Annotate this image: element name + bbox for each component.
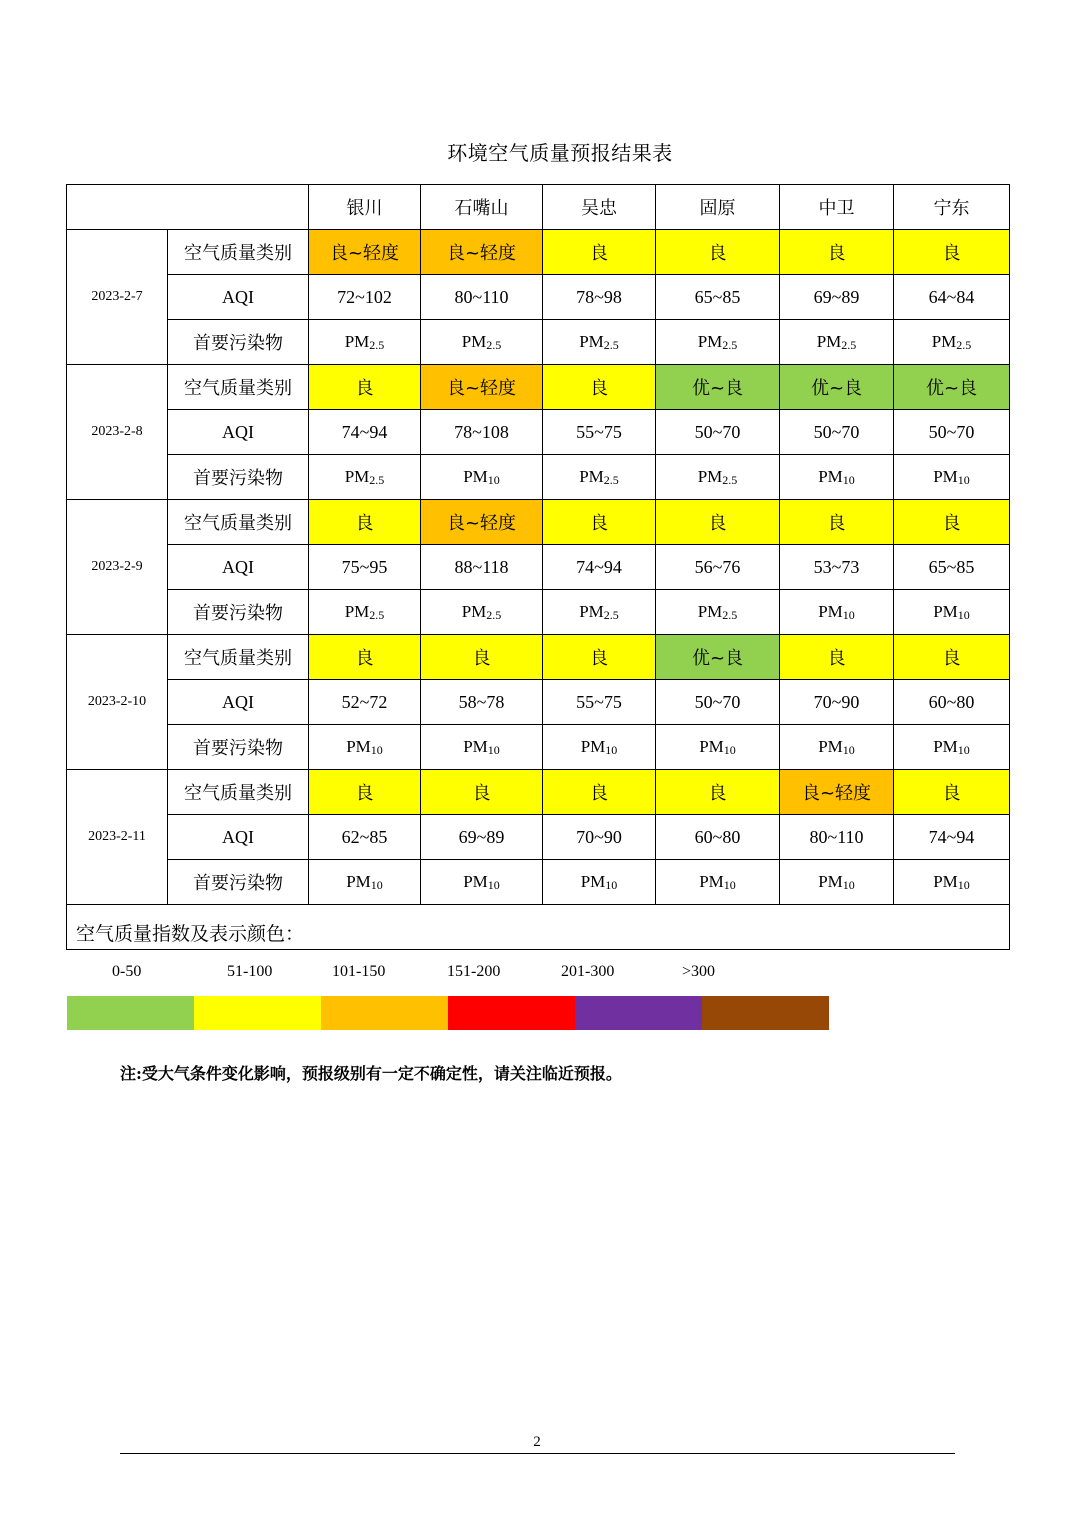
aqi-cell: 70~90 (780, 680, 894, 725)
category-cell: 良 (656, 770, 780, 815)
pollutant-name: PM (818, 736, 843, 756)
category-cell: 良 (309, 365, 421, 410)
pollutant-cell (780, 860, 894, 905)
pollutant-subscript: 2.5 (486, 607, 502, 622)
pollutant-cell (543, 455, 656, 500)
pollutant-name: PM (933, 466, 958, 486)
aqi-cell: 69~89 (421, 815, 543, 860)
pollutant-name: PM (344, 331, 370, 351)
pollutant-subscript: 10 (487, 877, 500, 892)
date-cell: 2023-2-11 (67, 770, 168, 905)
pollutant-name: PM (461, 331, 487, 351)
category-cell: 良~轻度 (421, 365, 543, 410)
aqi-cell: 50~70 (656, 680, 780, 725)
page-number: 2 (533, 1434, 541, 1450)
legend-color-swatch (194, 996, 321, 1030)
pollutant-cell (894, 860, 1010, 905)
pollutant-row (67, 725, 1010, 770)
category-cell: 优~良 (780, 365, 894, 410)
pollutant-cell (309, 725, 421, 770)
row-label-aqi: AQI (168, 815, 309, 860)
legend-color-swatch (702, 996, 829, 1030)
aqi-cell: 60~80 (656, 815, 780, 860)
pollutant-row (67, 590, 1010, 635)
category-row (67, 770, 1010, 815)
pollutant-subscript: 10 (957, 742, 970, 757)
pollutant-cell (421, 860, 543, 905)
legend-color-swatch (321, 996, 448, 1030)
pollutant-subscript: 2.5 (369, 472, 385, 487)
pollutant-subscript: 10 (487, 742, 500, 757)
legend-row (67, 905, 1010, 950)
category-cell: 良 (309, 635, 421, 680)
pollutant-cell (780, 590, 894, 635)
row-label-aqi: AQI (168, 680, 309, 725)
pollutant-row (67, 860, 1010, 905)
pollutant-cell (421, 590, 543, 635)
pollutant-cell (309, 860, 421, 905)
pollutant-cell (780, 725, 894, 770)
pollutant-name: PM (697, 331, 723, 351)
aqi-cell: 80~110 (421, 275, 543, 320)
category-cell: 良 (894, 770, 1010, 815)
legend-cell (67, 905, 1010, 980)
header-row (67, 185, 1010, 230)
pollutant-subscript: 10 (842, 742, 855, 757)
aqi-row (67, 545, 1010, 590)
aqi-cell: 64~84 (894, 275, 1010, 320)
pollutant-cell (543, 725, 656, 770)
pollutant-subscript: 2.5 (369, 337, 385, 352)
aqi-cell: 55~75 (543, 680, 656, 725)
row-label-aqi: AQI (168, 545, 309, 590)
category-cell: 良 (780, 635, 894, 680)
pollutant-subscript: 10 (605, 742, 618, 757)
category-cell: 良 (894, 500, 1010, 545)
city-header: 吴忠 (543, 185, 656, 230)
legend-color-swatch (448, 996, 575, 1030)
pollutant-cell (543, 860, 656, 905)
pollutant-name: PM (580, 736, 606, 756)
pollutant-cell (656, 455, 780, 500)
aqi-cell: 78~98 (543, 275, 656, 320)
pollutant-name: PM (461, 601, 487, 621)
pollutant-cell (656, 590, 780, 635)
pollutant-name: PM (346, 736, 371, 756)
category-cell: 良~轻度 (780, 770, 894, 815)
pollutant-name: PM (579, 466, 604, 486)
pollutant-subscript: 10 (487, 472, 500, 487)
row-label-pollutant: 首要污染物 (168, 860, 309, 905)
pollutant-subscript: 2.5 (603, 337, 619, 352)
aqi-cell: 65~85 (656, 275, 780, 320)
pollutant-subscript: 2.5 (369, 607, 385, 622)
pollutant-subscript: 10 (957, 607, 970, 622)
pollutant-name: PM (931, 331, 957, 351)
aqi-cell: 50~70 (656, 410, 780, 455)
pollutant-cell (780, 455, 894, 500)
category-cell: 良 (543, 770, 656, 815)
aqi-cell: 56~76 (656, 545, 780, 590)
row-label-pollutant: 首要污染物 (168, 725, 309, 770)
pollutant-name: PM (818, 466, 843, 486)
pollutant-subscript: 10 (842, 877, 855, 892)
date-cell: 2023-2-9 (67, 500, 168, 635)
aqi-cell: 69~89 (780, 275, 894, 320)
aqi-cell: 75~95 (309, 545, 421, 590)
aqi-cell: 62~85 (309, 815, 421, 860)
pollutant-cell (656, 725, 780, 770)
category-cell: 良~轻度 (421, 500, 543, 545)
footer-rule (120, 1453, 955, 1454)
pollutant-subscript: 10 (605, 877, 618, 892)
category-cell: 良 (421, 635, 543, 680)
city-header: 宁东 (894, 185, 1010, 230)
pollutant-subscript: 2.5 (722, 472, 738, 487)
pollutant-name: PM (344, 466, 370, 486)
pollutant-cell (309, 455, 421, 500)
legend-range-label: 0-50 (112, 963, 142, 980)
pollutant-subscript: 10 (842, 472, 855, 487)
pollutant-cell (309, 320, 421, 365)
category-cell: 良 (780, 230, 894, 275)
category-cell: 优~良 (656, 365, 780, 410)
pollutant-subscript: 10 (370, 877, 383, 892)
aqi-cell: 60~80 (894, 680, 1010, 725)
pollutant-subscript: 2.5 (722, 337, 738, 352)
pollutant-subscript: 2.5 (603, 472, 619, 487)
city-header: 固原 (656, 185, 780, 230)
forecast-table (66, 184, 1010, 980)
header-corner-cell (67, 185, 309, 230)
category-cell: 优~良 (894, 365, 1010, 410)
pollutant-name: PM (933, 736, 958, 756)
pollutant-name: PM (933, 601, 958, 621)
legend-range-label: 101-150 (332, 963, 386, 980)
row-label-category: 空气质量类别 (168, 635, 309, 680)
page-title: 环境空气质量预报结果表 (447, 141, 673, 165)
category-cell: 良~轻度 (309, 230, 421, 275)
pollutant-name: PM (818, 871, 843, 891)
pollutant-subscript: 2.5 (841, 337, 857, 352)
aqi-cell: 65~85 (894, 545, 1010, 590)
pollutant-subscript: 2.5 (486, 337, 502, 352)
pollutant-name: PM (463, 871, 488, 891)
pollutant-cell (543, 320, 656, 365)
category-cell: 良 (421, 770, 543, 815)
category-cell: 良 (543, 230, 656, 275)
aqi-row (67, 815, 1010, 860)
pollutant-cell (894, 320, 1010, 365)
aqi-row (67, 680, 1010, 725)
pollutant-subscript: 2.5 (722, 607, 738, 622)
pollutant-name: PM (699, 736, 724, 756)
category-row (67, 365, 1010, 410)
pollutant-name: PM (463, 466, 488, 486)
row-label-aqi: AQI (168, 275, 309, 320)
date-cell: 2023-2-7 (67, 230, 168, 365)
category-cell: 良 (543, 365, 656, 410)
pollutant-subscript: 10 (957, 472, 970, 487)
category-cell: 良 (543, 500, 656, 545)
legend-range-label: 51-100 (227, 963, 273, 980)
aqi-cell: 88~118 (421, 545, 543, 590)
row-label-pollutant: 首要污染物 (168, 590, 309, 635)
aqi-cell: 78~108 (421, 410, 543, 455)
pollutant-row (67, 320, 1010, 365)
pollutant-name: PM (579, 331, 604, 351)
pollutant-name: PM (579, 601, 604, 621)
date-cell: 2023-2-8 (67, 365, 168, 500)
aqi-cell: 74~94 (309, 410, 421, 455)
aqi-cell: 70~90 (543, 815, 656, 860)
pollutant-row (67, 455, 1010, 500)
pollutant-name: PM (697, 601, 723, 621)
row-label-category: 空气质量类别 (168, 770, 309, 815)
row-label-category: 空气质量类别 (168, 500, 309, 545)
row-label-category: 空气质量类别 (168, 365, 309, 410)
legend-color-swatch (575, 996, 702, 1030)
pollutant-subscript: 10 (723, 742, 736, 757)
legend-color-swatch (67, 996, 194, 1030)
legend-range-label: 151-200 (447, 963, 501, 980)
pollutant-name: PM (816, 331, 842, 351)
pollutant-name: PM (697, 466, 723, 486)
aqi-cell: 50~70 (780, 410, 894, 455)
pollutant-cell (421, 455, 543, 500)
pollutant-name: PM (463, 736, 488, 756)
pollutant-cell (894, 725, 1010, 770)
aqi-cell: 55~75 (543, 410, 656, 455)
aqi-cell: 50~70 (894, 410, 1010, 455)
pollutant-cell (421, 320, 543, 365)
pollutant-subscript: 10 (370, 742, 383, 757)
date-cell: 2023-2-10 (67, 635, 168, 770)
pollutant-cell (894, 455, 1010, 500)
category-cell: 良~轻度 (421, 230, 543, 275)
category-cell: 良 (656, 230, 780, 275)
pollutant-subscript: 2.5 (956, 337, 972, 352)
pollutant-cell (309, 590, 421, 635)
aqi-cell: 58~78 (421, 680, 543, 725)
city-header: 中卫 (780, 185, 894, 230)
city-header: 银川 (309, 185, 421, 230)
category-row (67, 635, 1010, 680)
category-cell: 良 (780, 500, 894, 545)
row-label-pollutant: 首要污染物 (168, 455, 309, 500)
category-cell: 良 (656, 500, 780, 545)
legend-range-label: 201-300 (561, 963, 615, 980)
legend-range-label: >300 (682, 963, 716, 980)
aqi-cell: 53~73 (780, 545, 894, 590)
aqi-row (67, 275, 1010, 320)
category-cell: 良 (894, 635, 1010, 680)
pollutant-subscript: 10 (723, 877, 736, 892)
category-cell: 良 (309, 770, 421, 815)
footnote: 注:受大气条件变化影响，预报级别有一定不确定性，请关注临近预报。 (120, 1064, 622, 1083)
category-row (67, 500, 1010, 545)
pollutant-name: PM (699, 871, 724, 891)
pollutant-name: PM (346, 871, 371, 891)
pollutant-cell (780, 320, 894, 365)
aqi-cell: 72~102 (309, 275, 421, 320)
category-cell: 良 (543, 635, 656, 680)
pollutant-cell (543, 590, 656, 635)
aqi-cell: 74~94 (543, 545, 656, 590)
category-cell: 优~良 (656, 635, 780, 680)
category-row (67, 230, 1010, 275)
pollutant-cell (421, 725, 543, 770)
pollutant-name: PM (344, 601, 370, 621)
aqi-cell: 74~94 (894, 815, 1010, 860)
row-label-aqi: AQI (168, 410, 309, 455)
aqi-row (67, 410, 1010, 455)
aqi-cell: 80~110 (780, 815, 894, 860)
aqi-cell: 52~72 (309, 680, 421, 725)
pollutant-subscript: 2.5 (603, 607, 619, 622)
pollutant-cell (656, 320, 780, 365)
category-cell: 良 (309, 500, 421, 545)
pollutant-subscript: 10 (957, 877, 970, 892)
city-header: 石嘴山 (421, 185, 543, 230)
pollutant-name: PM (933, 871, 958, 891)
pollutant-subscript: 10 (842, 607, 855, 622)
row-label-category: 空气质量类别 (168, 230, 309, 275)
legend-title: 空气质量指数及表示颜色： (76, 923, 305, 945)
pollutant-name: PM (818, 601, 843, 621)
pollutant-cell (894, 590, 1010, 635)
pollutant-name: PM (580, 871, 606, 891)
pollutant-cell (656, 860, 780, 905)
row-label-pollutant: 首要污染物 (168, 320, 309, 365)
category-cell: 良 (894, 230, 1010, 275)
